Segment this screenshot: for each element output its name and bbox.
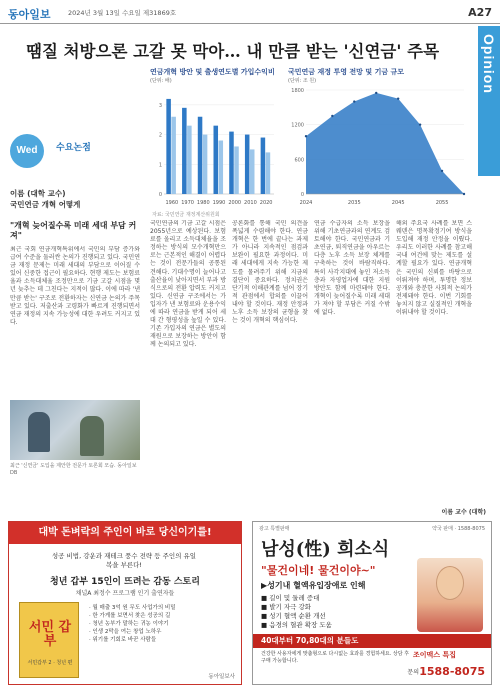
ad-publisher: 동아일보사 [208,674,235,680]
list-item: · 위기를 기회로 바꾼 사람들 [89,637,157,643]
y-tick-label: 3 [158,102,162,109]
column-topic: 국민연금 개혁 어떻게 [10,200,81,209]
bar [266,152,271,194]
y-tick-label: 1 [158,162,162,169]
ad-headline: 대박 돈벼락의 주인이 바로 당신이기를! [9,522,241,544]
data-point [305,135,307,137]
bar [166,99,171,194]
x-tick-label: 2010 [244,200,257,206]
bar [203,135,208,194]
phone-number-link[interactable]: 1588-8075 [419,665,485,678]
book-cover [19,602,79,678]
ad-note: 건강한 사용자에게 맞춤형으로 다시없는 효과를 경험하세요. 상담 후 구매 가능합니다. [261,651,409,664]
data-point [397,97,399,99]
person-silhouette [28,412,50,452]
ad-title: 남성(性) 희소식 [261,539,390,560]
body-text-col4: 연금 수급자의 소득 보장을 위해 기초연금과의 연계도 검토해야 한다. 국민연금과 기초연금, 퇴직연금을 아우르는 다층 노후 소득 보장 체계를 구축하는 것이 바람직하다. 특히 사각지대에 놓인 저소득층과 자영업자에 대한 지원 방안도 함께 마련돼야 한다. 개혁이 늦어질수록 미래 세대가 져야 할 부담은 커질 수밖에 없다. [314,220,390,317]
photo-caption: 최근 '신연금' 도입을 제안한 전문가 토론회 모습. 동아일보DB [10,463,137,476]
chart-1-title: 연금개혁 방안 및 출생연도별 가입수익비 [150,68,275,76]
chart-1 [150,67,278,214]
chart-1-unit: (단위: 배) [150,78,172,84]
page-number: A27 [468,6,492,19]
chart-2-plot [288,84,470,210]
column-name: 수요논점 [56,143,91,153]
chart-1-plot [150,84,278,210]
body-text-col3: 공론화를 통해 국민 의견을 폭넓게 수렴해야 한다. 연금개혁은 한 번에 끝나는 과제가 아니라 지속적인 점검과 보완이 필요한 과정이다. 미래 세대에게 지속 가능한 제도를 물려주기 위해 지금의 결단이 중요하다. 정치권은 단기적 이해관계를 넘어 장기적 관점에서 합의를 이끌어 내야 할 것이다. 재정 안정과 노후 소득 보장의 균형을 찾는 것이 개혁의 핵심이다. [232,220,308,325]
ad-lead: ▶성기내 혈액유입장애로 인해 [261,581,366,590]
book-subtitle: 서민갑부 2 · 청년 편 [27,660,73,666]
newspaper-logo: 동아일보 [8,8,51,21]
y-tick-label: 1200 [291,122,304,129]
data-point [441,170,443,172]
x-tick-label: 1990 [212,200,226,206]
y-tick-label: 2 [158,132,162,139]
chart-2-title: 국민연금 재정 투영 전망 및 기금 규모 [288,68,405,76]
ad-product-name: 조이맥스 특집 [413,651,457,659]
list-item: · 월 매출 3억 원 무도 사업가의 비밀 [89,605,176,611]
bar [214,126,219,194]
x-tick-label: 1970 [181,200,194,206]
y-tick-label: 0 [300,192,304,198]
y-tick-label: 0 [158,192,162,198]
ad-banner-bar: 40대부터 70,80대의 분들도 [253,634,491,648]
bar [219,141,224,194]
y-tick-label: 1800 [291,88,304,94]
data-point [331,115,333,117]
x-tick-label: 2000 [228,200,242,206]
bar [187,126,192,194]
ad-top-right-label: 약국 판매 · 1588-8075 [432,526,485,532]
bar [182,108,187,194]
body-text-col2: 국민연금의 기금 고갈 시점은 2055년으로 예상된다. 보험료를 올리고 소득대체율을 조정하는 방식의 모수개혁만으로는 근본적인 해결이 어렵다는 것이 전문가들의 공통된 견해다. 기대수명이 늘어나고 출산율이 낮아지면서 부과 방식으로의 전환 압력도 커지고 있다. 신연금 구조에서는 가입자가 낸 보험료와 운용수익에 따라 연금을 받게 되어 세대 간 형평성을 높일 수 있다. 기존 가입자의 연금은 별도의 재원으로 보장하는 방안이 함께 논의되고 있다. [150,220,226,349]
ad-feature-list [89,604,235,644]
ad-tagline: 채널A 최정수 프로그램 인기 출연자들 [75,590,175,597]
day-badge: Wed [10,134,44,168]
bar [234,146,239,194]
signoff: 이름 교수 (대학) [441,509,486,516]
list-item: · 한 가게를 보면서 찾은 성공의 길 [89,613,171,619]
list-item: ■ 발기 자극 강화 [261,603,312,611]
x-tick-label: 2020 [259,200,273,206]
bar [198,117,203,194]
subhead: "개혁 늦어질수록 미래 세대 부담 커져" [10,221,137,240]
section-tab [478,26,500,176]
spokesperson-photo [417,558,483,632]
ad-quote: "물건이네! 물건이야~" [261,564,376,577]
body-text-col5: 해외 주요국 사례를 보면 스웨덴은 명목확정기여 방식을 도입해 재정 안정을 이뤘다. 우리도 이러한 사례를 참고해 국내 여건에 맞는 제도를 설계할 필요가 있다. 연금개혁은 국민의 신뢰를 바탕으로 이뤄져야 하며, 투명한 정보 공개와 충분한 사회적 논의가 전제돼야 한다. 이번 기회를 놓치지 않고 실질적인 개혁을 이뤄내야 할 것이다. [396,220,472,317]
x-tick-label: 2055 [435,200,449,206]
person-silhouette [80,416,104,456]
bar [250,149,255,194]
list-item: · 청년 농부가 말하는 귀농 이야기 [89,621,169,627]
bar [229,132,234,194]
x-tick-label: 2024 [299,200,313,206]
phone-label: 문의 [407,669,419,676]
x-tick-label: 2045 [391,200,405,206]
section-tab-label: Opinion [481,34,497,94]
dateline: 2024년 3월 13일 수요일 제31869호 [68,9,177,17]
body-text-col1: 최근 국회 연금개혁특위에서 국민의 부담 증가와 급여 수준을 둘러싼 논의가 진행되고 있다. 국민연금 재정 문제는 미래 세대의 부담으로 이어질 수 있어 신중한 접근이 필요하다. 현행 제도는 보험료율과 소득대체율 조정만으로 기금 고갈 시점을 몇 년 늦추는 데 그친다는 지적이 많다. 이에 따라 '낸 만큼 받는' 구조로 전환하자는 신연금 논의가 주목받고 있다. 저출산과 고령화가 빠르게 진행되면서 연금 재정의 지속 가능성에 대한 우려도 커지고 있다. [10,246,140,326]
ad-main-copy: 청년 갑부 15인이 뜨려는 감동 스토리 [50,577,200,587]
bar [261,138,266,194]
book-advertisement[interactable] [8,521,242,685]
bar [245,135,250,194]
face-shape [436,566,464,600]
bar [171,117,176,194]
x-tick-label: 1960 [165,200,179,206]
health-advertisement[interactable] [252,521,492,685]
data-point [375,92,377,94]
x-tick-label: 1980 [196,200,210,206]
ad-feature-list [261,594,411,630]
page-header [0,0,500,24]
article-photo [10,400,140,460]
chart-2-unit: (단위: 조 원) [288,78,317,84]
list-item: ■ 음경의 혈관 확장 도움 [261,621,332,629]
ad-subtitle: 성공 비법, 강운과 재테크 풍수 전략 등 주인의 유일 복을 부른다! [51,552,197,569]
headline: 땜질 처방으론 고갈 못 막아… 내 만큼 받는 '신연금' 주목 [26,42,440,61]
y-tick-label: 600 [294,157,304,164]
x-tick-label: 2035 [347,200,361,206]
author-name: 이름 (대학 교수) [10,189,66,198]
area-series [306,93,464,194]
ad-top-label: 광고 특별판매 [259,526,290,532]
chart-source: 자료: 국민연금 재정계산위원회 [152,212,220,218]
book-title: 서민 갑부 [28,620,72,649]
data-point [419,123,421,125]
list-item: ■ 성기 혈액 순환 개선 [261,612,326,620]
data-point [353,100,355,102]
list-item: · 인생 2막을 여는 창업 노하우 [89,629,162,635]
data-point [463,193,465,195]
chart-2 [288,67,470,214]
list-item: ■ 길이 및 둘레 증대 [261,594,320,602]
